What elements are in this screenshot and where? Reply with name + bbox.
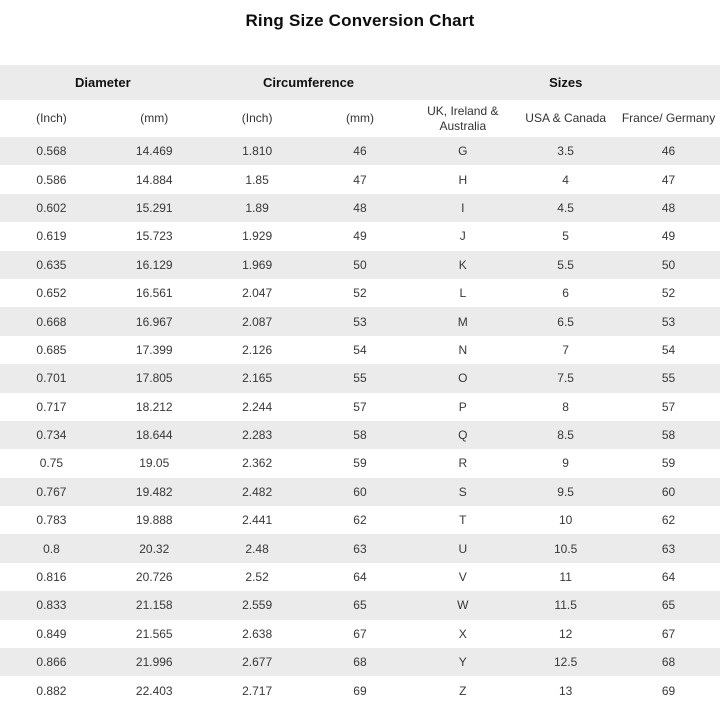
- table-cell: 19.05: [139, 456, 170, 471]
- table-cell: 2.283: [242, 428, 273, 443]
- table-row: [0, 222, 720, 250]
- table-cell: 2.482: [242, 484, 273, 499]
- table-cell: 0.685: [36, 342, 67, 357]
- table-cell: 64: [661, 570, 676, 585]
- table-cell: 67: [353, 626, 367, 641]
- table-cell: 17.399: [135, 342, 173, 357]
- table-cell: M: [457, 314, 468, 329]
- table-cell: 0.882: [36, 683, 67, 698]
- table-cell: 59: [661, 456, 676, 471]
- table-cell: 22.403: [135, 683, 173, 698]
- table-cell: O: [458, 371, 468, 386]
- table-cell: 64: [353, 570, 367, 585]
- table-cell: 65: [353, 598, 367, 613]
- table-row: [0, 251, 720, 279]
- table-body: [0, 137, 720, 705]
- table-row: [0, 648, 720, 676]
- table-cell: 4.5: [557, 200, 574, 215]
- table-cell: 7: [562, 342, 569, 357]
- table-cell: 54: [353, 342, 367, 357]
- column-header-row: [0, 100, 720, 137]
- table-row: [0, 279, 720, 307]
- table-cell: 18.212: [135, 399, 173, 414]
- table-cell: 58: [353, 428, 367, 443]
- table-cell: 19.482: [135, 484, 173, 499]
- table-cell: 55: [353, 371, 367, 386]
- table-cell: 8: [562, 399, 569, 414]
- table-cell: 14.884: [135, 172, 173, 187]
- table-cell: 11: [559, 570, 572, 585]
- table-cell: 60: [353, 484, 367, 499]
- table-cell: 12: [558, 626, 573, 641]
- table-cell: 2.52: [245, 570, 269, 585]
- table-cell: 0.849: [36, 626, 67, 641]
- table-cell: 67: [661, 626, 676, 641]
- table-cell: 54: [661, 342, 676, 357]
- column-group-row: [0, 65, 720, 100]
- table-row: [0, 336, 720, 364]
- column-group-circumference: Circumference: [206, 65, 412, 100]
- table-cell: 21.565: [135, 626, 173, 641]
- table-row: [0, 194, 720, 222]
- table-cell: 0.767: [36, 484, 67, 499]
- table-cell: 2.677: [242, 655, 273, 670]
- table-cell: 49: [353, 229, 367, 244]
- table-cell: 15.723: [135, 229, 173, 244]
- table-row: [0, 506, 720, 534]
- table-cell: 46: [353, 144, 367, 159]
- table-cell: 46: [661, 144, 676, 159]
- table-cell: 20.726: [135, 570, 173, 585]
- table-cell: 68: [661, 655, 676, 670]
- table-row: [0, 534, 720, 562]
- column-header-circumference-mm: (mm): [309, 100, 412, 137]
- table-cell: 0.635: [36, 257, 67, 272]
- table-cell: 18.644: [135, 428, 173, 443]
- table-cell: 63: [353, 541, 367, 556]
- table-row: [0, 563, 720, 591]
- table-cell: J: [459, 229, 466, 244]
- table-cell: 0.602: [36, 200, 67, 215]
- table-cell: 0.668: [36, 314, 67, 329]
- table-cell: 6.5: [557, 314, 574, 329]
- column-header-usa-canada: USA & Canada: [514, 100, 617, 137]
- table-header: [0, 65, 720, 137]
- table-cell: 58: [661, 428, 676, 443]
- table-cell: 52: [661, 286, 676, 301]
- table-cell: 50: [661, 257, 676, 272]
- table-cell: 0.568: [36, 144, 67, 159]
- table-row: [0, 449, 720, 477]
- table-cell: 20.32: [139, 541, 170, 556]
- table-cell: 0.734: [36, 428, 67, 443]
- table-row: [0, 307, 720, 335]
- table-cell: 2.362: [242, 456, 273, 471]
- table-cell: R: [458, 456, 468, 471]
- table-cell: 15.291: [135, 200, 173, 215]
- column-header-diameter-inch: (Inch): [0, 100, 103, 137]
- table-cell: P: [458, 399, 467, 414]
- table-cell: 21.158: [135, 598, 173, 613]
- table-cell: 0.619: [36, 229, 67, 244]
- table-cell: 2.126: [242, 342, 273, 357]
- table-row: [0, 364, 720, 392]
- table-cell: 2.559: [242, 598, 273, 613]
- table-cell: 1.85: [245, 172, 269, 187]
- table-cell: 2.244: [242, 399, 273, 414]
- table-cell: 7.5: [557, 371, 574, 386]
- table-cell: U: [458, 541, 468, 556]
- column-group-sizes: Sizes: [411, 65, 720, 100]
- table-cell: 6: [562, 286, 569, 301]
- table-cell: K: [458, 257, 467, 272]
- table-cell: 0.8: [43, 541, 60, 556]
- table-cell: X: [458, 626, 467, 641]
- table-cell: Q: [458, 428, 468, 443]
- table-cell: 17.805: [135, 371, 173, 386]
- table-cell: 2.165: [242, 371, 273, 386]
- table-cell: 2.717: [242, 683, 273, 698]
- table-cell: 9: [562, 456, 569, 471]
- table-cell: V: [458, 570, 467, 585]
- table-cell: 10: [558, 513, 573, 528]
- table-cell: 63: [661, 541, 676, 556]
- table-cell: S: [458, 484, 467, 499]
- table-cell: 11.5: [554, 598, 577, 613]
- table-row: [0, 421, 720, 449]
- column-header-uk-ireland-australia: UK, Ireland & Australia: [411, 100, 514, 137]
- column-group-diameter: Diameter: [0, 65, 206, 100]
- table-cell: 16.967: [135, 314, 173, 329]
- table-row: [0, 137, 720, 165]
- table-cell: 9.5: [557, 484, 574, 499]
- table-row: [0, 676, 720, 704]
- table-cell: 2.48: [245, 541, 269, 556]
- table-cell: 0.816: [36, 570, 67, 585]
- table-cell: 69: [661, 683, 676, 698]
- table-cell: 3.5: [557, 144, 574, 159]
- table-cell: 2.638: [242, 626, 273, 641]
- table-cell: T: [459, 513, 467, 528]
- table-cell: 14.469: [135, 144, 173, 159]
- table-cell: 0.701: [36, 371, 67, 386]
- table-cell: W: [457, 598, 469, 613]
- table-cell: 48: [353, 200, 367, 215]
- table-cell: 0.717: [36, 399, 67, 414]
- table-cell: 48: [661, 200, 676, 215]
- table-cell: 0.652: [36, 286, 67, 301]
- table-row: [0, 620, 720, 648]
- table-cell: 2.087: [242, 314, 273, 329]
- table-cell: 0.586: [36, 172, 67, 187]
- table-cell: 12.5: [553, 655, 578, 670]
- table-row: [0, 165, 720, 193]
- table-cell: 1.89: [245, 200, 269, 215]
- table-cell: 52: [353, 286, 367, 301]
- table-row: [0, 591, 720, 619]
- table-cell: 2.047: [242, 286, 273, 301]
- table-cell: 53: [353, 314, 367, 329]
- table-cell: 10.5: [553, 541, 578, 556]
- table-cell: Y: [458, 655, 467, 670]
- table-cell: 0.833: [36, 598, 67, 613]
- table-cell: 13: [558, 683, 573, 698]
- table-cell: 19.888: [135, 513, 173, 528]
- table-cell: L: [459, 286, 467, 301]
- table-cell: 0.783: [36, 513, 67, 528]
- column-header-france-germany: France/ Germany: [617, 100, 720, 137]
- ring-size-conversion-table: [0, 65, 720, 705]
- table-cell: 1.810: [242, 144, 273, 159]
- table-cell: 47: [661, 172, 676, 187]
- table-cell: 49: [661, 229, 676, 244]
- table-cell: 62: [353, 513, 367, 528]
- table-cell: 65: [661, 598, 676, 613]
- table-cell: 60: [661, 484, 676, 499]
- table-cell: 57: [661, 399, 676, 414]
- table-cell: 69: [353, 683, 367, 698]
- table-cell: 0.866: [36, 655, 67, 670]
- table-cell: 2.441: [242, 513, 273, 528]
- table-cell: 16.129: [135, 257, 173, 272]
- table-cell: 53: [661, 314, 676, 329]
- page-title: Ring Size Conversion Chart: [245, 11, 475, 30]
- table-cell: 4: [562, 172, 569, 187]
- table-cell: G: [458, 144, 468, 159]
- table-cell: Z: [459, 683, 467, 698]
- table-cell: 50: [353, 257, 367, 272]
- table-row: [0, 393, 720, 421]
- table-cell: 47: [353, 172, 367, 187]
- table-cell: 59: [353, 456, 367, 471]
- table-cell: I: [461, 200, 465, 215]
- table-cell: 62: [661, 513, 676, 528]
- table-cell: H: [458, 172, 468, 187]
- table-row: [0, 478, 720, 506]
- column-header-circumference-inch: (Inch): [206, 100, 309, 137]
- table-cell: 5: [562, 229, 569, 244]
- column-header-diameter-mm: (mm): [103, 100, 206, 137]
- table-cell: N: [458, 342, 468, 357]
- table-cell: 0.75: [39, 456, 64, 471]
- table-cell: 5.5: [557, 257, 574, 272]
- table-cell: 21.996: [135, 655, 173, 670]
- table-cell: 68: [353, 655, 367, 670]
- table-cell: 57: [353, 399, 367, 414]
- table-cell: 1.969: [242, 257, 273, 272]
- table-cell: 8.5: [557, 428, 574, 443]
- table-cell: 1.929: [242, 229, 273, 244]
- table-cell: 16.561: [135, 286, 173, 301]
- table-cell: 55: [661, 371, 676, 386]
